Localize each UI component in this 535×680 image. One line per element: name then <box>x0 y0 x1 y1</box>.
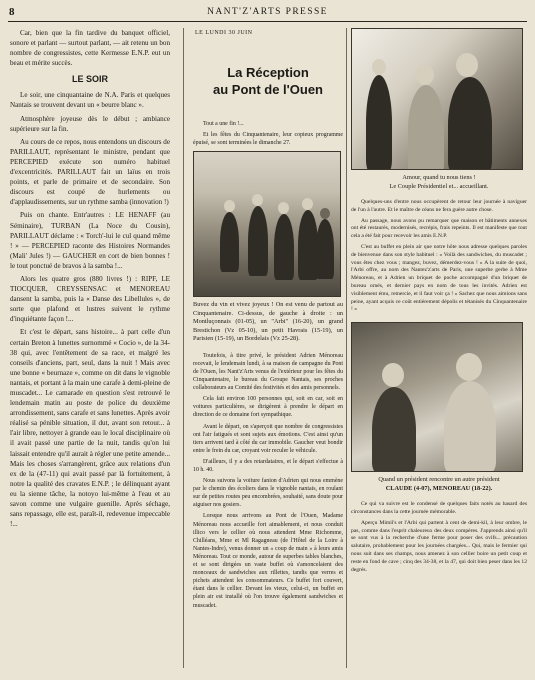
article-paragraph: Quelques-uns d'entre nous occupèrent de retour leur journée à naviguer de l'un à l'autre. Et le maître de céans ne fera guère autre chose. <box>351 199 527 213</box>
person-head <box>372 59 386 75</box>
photo-caption <box>351 476 527 493</box>
article-paragraph: Cela fait environ 100 personnes qui, soit en car, soit en voitures particulières, se dirigèrent à prendre le départ en direction de ce domaine fort sympathique. <box>193 396 343 419</box>
article-paragraph: Ce qui va suivre est le condensé de quelques faits notés au hasard des circonstances dans la cette journée mémorable. <box>351 501 527 515</box>
caption-line: CLAUDE (4-07), MENOREAU (18-22). <box>385 484 493 492</box>
person-head <box>320 208 330 219</box>
person-figure <box>248 206 268 276</box>
column-divider-2 <box>346 28 347 668</box>
page-number: 8 <box>9 6 15 18</box>
person-figure <box>316 219 334 279</box>
article-title <box>193 64 343 98</box>
person-head <box>224 200 235 212</box>
person-head <box>302 198 313 210</box>
person-figure <box>274 214 294 280</box>
person-head <box>416 65 434 85</box>
article-paragraph: Puis on chante. Entr'autres : LE HENAFF (au Séminaire), TURBAN (La Noce du Cousin), PARILLAUT déclame : « Torch'-lui le cul quand même ! » — PERCEPIED raconte des Histoires Normandes (Mali' Jules !) — GAUCHER en cort de bien bonnes ! le tout ponctué de bravos à la samba !... <box>10 211 170 270</box>
article-paragraph: Et c'est le départ, sans histoire... à part celle d'un certain Breton à lunettes surnommé « Cocio », de la 34-38 qui, avec l'entêtement de sa race, et malgré les conseils d'anciens, part, seul, dans la nuit ! Mais avec une bonne « beurnaze », comme on dit dans le vignoble nantais, et portant à la main une carafe à demi-pleine de muscadet... Le camarade en question s'est retrouvé le lendemain matin au poste de police du deuxième arrondissement, sans carafe et sans lunettes. Après avoir réalisé sa pénible situation, il dut, avant son retour... à l'air libre, nettoyer à grande eau le local disciplinaire où il avait passé une partie de la nuit, tandis qu'on lui laissait entendre qu'il aurait à régler une petite amende... Mais les choses s'arrangèrent, grâce aux relations d'un ex de la (47-11) qui avait passé par là fortuitement, à notre la qualité des cravates E.N.P. ; le délinquant ayant eu la sienne tâche, la notoyo lui-même à l'eau et au savon comme une vulgaire guenille. Après séchage, sans repassage, elle est, paraît-il, redevenue impeccable !... <box>10 328 170 529</box>
caption-line: Le Couple Présidentiel et... accueillant. <box>389 182 489 190</box>
person-figure <box>220 212 239 272</box>
person-head <box>252 194 263 206</box>
article-paragraph: C'est au buffet en plein air que notre hôte nous adresse quelques paroles de bienvenue dans son style habituel : « Voilà des sandwiches, du muscadet ; vous êtes chez vous ; mangez, buvez, démerdez-vous ! » A la suite de quoi, l'Arbi offre, au nom des Nantez'z'arts de Paris, une superbe gerbe à Mme Ménoreau, et à Adrien un briquet de poche accompagné d'un briquet de bureau ornés, et dernier pays en nom de tous les invités. Adrien est visiblement ému, remercie, et il faut voir ça ! « Sachez que nous aimions sans peine, ayant acquis ce coût entièrement dépolis et tétanisés du Cinquantenaire ! » <box>351 243 527 313</box>
couple-photo <box>351 28 523 170</box>
person-head <box>456 53 478 77</box>
section-title: LE SOIR <box>71 74 108 85</box>
article-paragraph: Toutefois, à titre privé, le président Adrien Ménoreau recevait, le lendemain lundi, à sa maison de campagne du Pont de l'Ouen, les Nant'z'Arts venus de l'extérieur pour les fêtes du Cinquantenaire, le bureau du Groupe Nantais, ses proches collaborateurs au Comité des festivités et des amis personnels. <box>193 352 343 392</box>
article-paragraph: Avant le départ, on s'aperçoit que nombre de congressistes ont l'air fatigués et sont sujets aux émotions. C'est ainsi qu'un tiers arrivent tard à côté du car immobile. Gaucher veut bondir entre le frein du car, croyant voir reculer le véhicule. <box>193 423 343 454</box>
article-paragraph: Alors les quatre gros (880 livres !) : RIPF, LE TIOCQUER, CREYSSENSAC et MENOREAU dansent la samba, puis la « Danse des Libellules », de sorte que plafond et lustres suivent le rythme d'inquiétante façon !... <box>10 274 170 324</box>
column-right <box>351 28 527 674</box>
person-figure <box>444 381 496 472</box>
caption-line: Quand un président rencontre un autre président <box>378 476 500 484</box>
article-title-line: La Réception <box>227 65 309 80</box>
person-figure <box>366 75 392 170</box>
article-paragraph: Au cours de ce repos, nous entendons un discours de PARILLAUT, représentant le ministre, pendant que PERCEPIED exécute son numéro habituel d'excentricités. PARILLAUT fait un laïus en trois points, et parle de primaire et de secondaire. Son discours est coupé de hurlements ou d'applaudissements, sur un rythme samba (innovation !) <box>10 137 170 207</box>
person-figure <box>298 210 318 280</box>
article-paragraph: Aperçu Mimil's et l'Arbi qui partent à cent de demi-kil, à leur ombre, le pas, comme dans l'esprit chaleureux des deux compères. J'apprends ainsi qu'il se sont vus à la recherche d'une ferme pour poser des ovifs... précaution salutaire, probablement pour les journées chargées... Qui, mais le fermier qui nous suit dans ses champs, nous amenez à son cellier boire un petit coup et reste en fond de cave ; cinq des 34-38, et la 47, qui doit bien peser dans les 12 degrés. <box>351 519 527 573</box>
person-head <box>278 202 289 214</box>
masthead: NANT'Z'ARTS PRESSE <box>207 7 328 17</box>
header-rule <box>8 21 527 22</box>
person-head <box>456 353 482 381</box>
article-paragraph: Nous suivons la voiture fanion d'Adrien qui nous emmène par le chemin des écoliers dans le vignoble nantais, en roulant sur de petites routes peu encombrées, souhaité, sans doute pour aiguiser nos gosiers. <box>193 478 343 509</box>
article-paragraph: Car, bien que la fin tardive du banquet officiel, sonore et parlant — surtout parlant, — ait retenu un bon nombre de congressistes, cette Kermesse E.N.P. eut un beau et mérite succès. <box>10 29 170 68</box>
person-figure <box>448 77 492 170</box>
group-photo <box>193 151 341 297</box>
article-paragraph: Le soir, une cinquantaine de N.A. Paris et quelques Nantais se trouvent devant un « beurre blanc ». <box>10 91 170 110</box>
article-title-line: au Pont de l'Ouen <box>213 82 323 97</box>
column-left <box>10 28 170 674</box>
date-kicker: LE LUNDI 30 JUIN <box>195 30 253 36</box>
presidents-photo <box>351 322 523 472</box>
article-paragraph: Atmosphère joyeuse dès le début ; ambiance supérieure sur la fin. <box>10 114 170 133</box>
page-header <box>0 0 535 26</box>
photo-caption: Buvez du vin et vivez joyeux ! On est venu de partout au Cinquantenaire. Ci-dessus, de gauche à droite : un Montluçonnais (01-05), un "Arbi" (16-20), un grand Brestichon (Vz 05-10), un petit Havrais (15-19), un Parisien (15-19), un Bordelais (Vz 25-28). <box>193 301 343 343</box>
article-paragraph: Tout a une fin !... <box>203 121 244 127</box>
photo-caption <box>351 174 527 191</box>
article-paragraph: Au passage, nous avons pu remarquer que maison et bâtiments annexes ont été restaurés, modernisés, recrépis, frais repeints. Il est manifeste que tout cela a été fait pour recevoir les amis E.N.P. <box>351 217 527 240</box>
person-head <box>382 363 404 387</box>
article-paragraph: D'ailleurs, il y a des retardataires, et le départ s'effectue à 10 h. 40. <box>193 458 343 473</box>
person-figure <box>372 387 416 472</box>
article-paragraph: Lorsque nous arrivons au Pont de l'Ouen, Madame Ménoreau nous accueille fort aimablement, et nous conduit illico vers le cellier où nous attendent Mme Richomme, Chilléans, Mme et Ml Ragagneau (de l'Hôtel de la Loire à Nantes-Indre), venus donner un « coup de main » à leurs amis Ménoreau. Tout ce monde, autour de superbes tables blanches, et se sont dirigées un vaste buffet où s'amoncelaient des monceaux de sandwiches aux rillettes, tandis que verres et pichets attendent les consommateurs. Ce buffet fort couvert, étant dans le cellier. Devant les vieux, celui-ci, un buffet en plein air est installé où l'on trouve également sandwiches et muscadet. <box>193 513 343 609</box>
caption-line: Amour, quand tu nous tiens ! <box>402 174 476 181</box>
person-figure <box>408 85 444 170</box>
column-divider-1 <box>183 28 184 668</box>
column-middle <box>193 28 343 674</box>
article-paragraph: Et les fêtes du Cinquantenaire, leur copieux programme épuisé, se sont terminées le dimanche 27. <box>193 132 343 147</box>
